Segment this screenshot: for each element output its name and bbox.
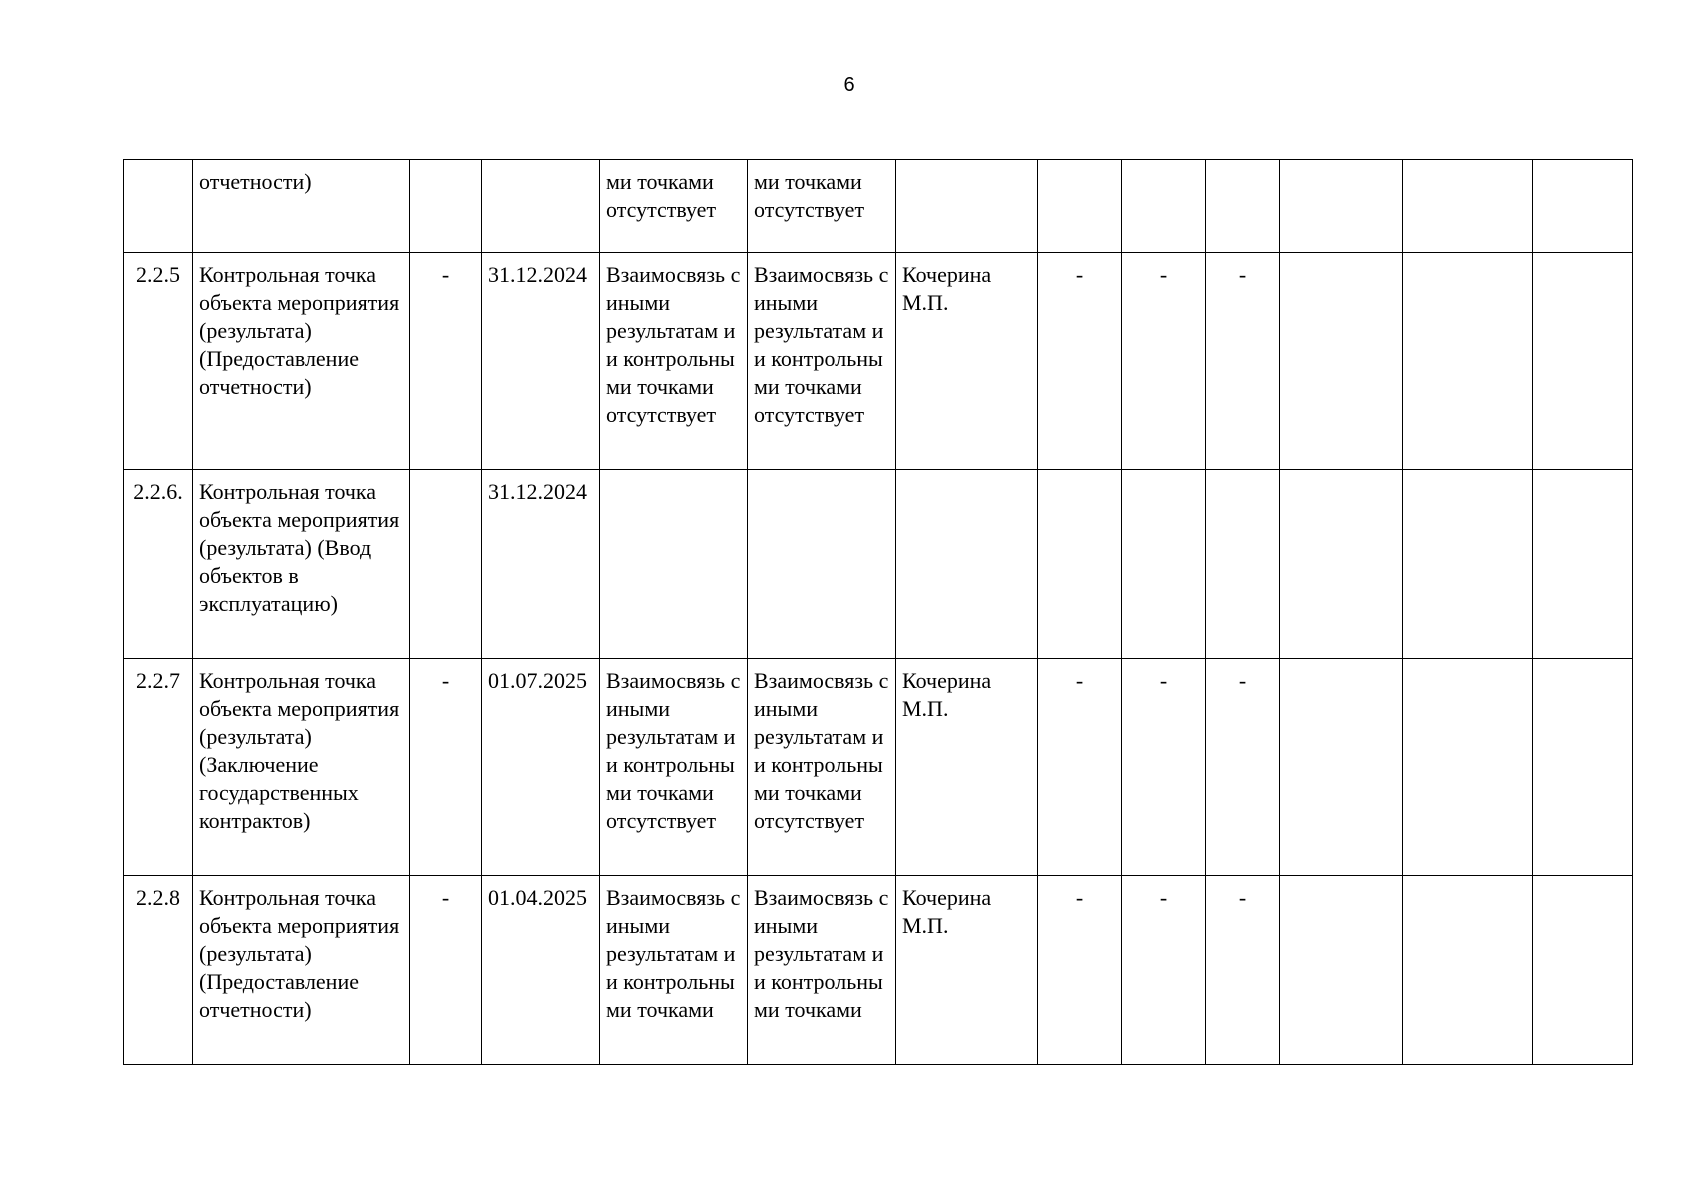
detail-cell-2: - (1122, 659, 1206, 876)
table-row (124, 160, 1633, 253)
row-number-cell (124, 160, 193, 253)
date-cell (482, 160, 600, 253)
detail-cell-1 (1038, 160, 1122, 253)
empty-cell-2 (1403, 876, 1533, 1065)
control-points-table (123, 159, 1633, 1065)
responsible-cell: Кочерина М.П. (896, 659, 1038, 876)
detail-cell-2 (1122, 470, 1206, 659)
type-cell: - (410, 659, 482, 876)
detail-cell-1: - (1038, 253, 1122, 470)
empty-cell-2 (1403, 253, 1533, 470)
detail-cell-1: - (1038, 876, 1122, 1065)
table-row (124, 470, 1633, 659)
date-cell: 01.04.2025 (482, 876, 600, 1065)
responsible-cell (896, 470, 1038, 659)
detail-cell-3 (1206, 160, 1280, 253)
date-cell: 01.07.2025 (482, 659, 600, 876)
empty-cell-2 (1403, 470, 1533, 659)
responsible-cell: Кочерина М.П. (896, 876, 1038, 1065)
relation-cell-1: ми точками отсутствует (600, 160, 748, 253)
detail-cell-3: - (1206, 659, 1280, 876)
date-cell: 31.12.2024 (482, 253, 600, 470)
empty-cell-3 (1533, 659, 1633, 876)
detail-cell-2: - (1122, 876, 1206, 1065)
type-cell (410, 160, 482, 253)
empty-cell-1 (1280, 876, 1403, 1065)
empty-cell-2 (1403, 659, 1533, 876)
relation-cell-2: Взаимосвязь с иными результатам и и контрольны ми точками отсутствует (748, 659, 896, 876)
responsible-cell: Кочерина М.П. (896, 253, 1038, 470)
empty-cell-3 (1533, 470, 1633, 659)
responsible-cell (896, 160, 1038, 253)
row-number-cell: 2.2.6. (124, 470, 193, 659)
empty-cell-1 (1280, 470, 1403, 659)
empty-cell-3 (1533, 876, 1633, 1065)
detail-cell-1 (1038, 470, 1122, 659)
row-number-cell: 2.2.8 (124, 876, 193, 1065)
control-point-name-cell: отчетности) (193, 160, 410, 253)
table-row (124, 253, 1633, 470)
empty-cell-1 (1280, 160, 1403, 253)
page-number: 6 (843, 74, 855, 96)
relation-cell-1: Взаимосвязь с иными результатам и и контрольны ми точками отсутствует (600, 659, 748, 876)
relation-cell-2 (748, 470, 896, 659)
detail-cell-2 (1122, 160, 1206, 253)
empty-cell-2 (1403, 160, 1533, 253)
detail-cell-2: - (1122, 253, 1206, 470)
date-cell: 31.12.2024 (482, 470, 600, 659)
empty-cell-1 (1280, 253, 1403, 470)
relation-cell-1 (600, 470, 748, 659)
empty-cell-3 (1533, 253, 1633, 470)
detail-cell-1: - (1038, 659, 1122, 876)
empty-cell-3 (1533, 160, 1633, 253)
detail-cell-3 (1206, 470, 1280, 659)
detail-cell-3: - (1206, 876, 1280, 1065)
relation-cell-2: ми точками отсутствует (748, 160, 896, 253)
type-cell: - (410, 253, 482, 470)
table-row (124, 659, 1633, 876)
relation-cell-2: Взаимосвязь с иными результатам и и контрольны ми точками (748, 876, 896, 1065)
type-cell: - (410, 876, 482, 1065)
detail-cell-3: - (1206, 253, 1280, 470)
row-number-cell: 2.2.5 (124, 253, 193, 470)
relation-cell-1: Взаимосвязь с иными результатам и и контрольны ми точками отсутствует (600, 253, 748, 470)
control-point-name-cell: Контрольная точка объекта мероприятия (результата) (Предоставление отчетности) (193, 253, 410, 470)
relation-cell-1: Взаимосвязь с иными результатам и и контрольны ми точками (600, 876, 748, 1065)
control-point-name-cell: Контрольная точка объекта мероприятия (результата) (Ввод объектов в эксплуатацию) (193, 470, 410, 659)
empty-cell-1 (1280, 659, 1403, 876)
control-point-name-cell: Контрольная точка объекта мероприятия (результата) (Предоставление отчетности) (193, 876, 410, 1065)
control-point-name-cell: Контрольная точка объекта мероприятия (результата) (Заключение государственных контрактов) (193, 659, 410, 876)
relation-cell-2: Взаимосвязь с иными результатам и и контрольны ми точками отсутствует (748, 253, 896, 470)
table-row (124, 876, 1633, 1065)
row-number-cell: 2.2.7 (124, 659, 193, 876)
type-cell (410, 470, 482, 659)
